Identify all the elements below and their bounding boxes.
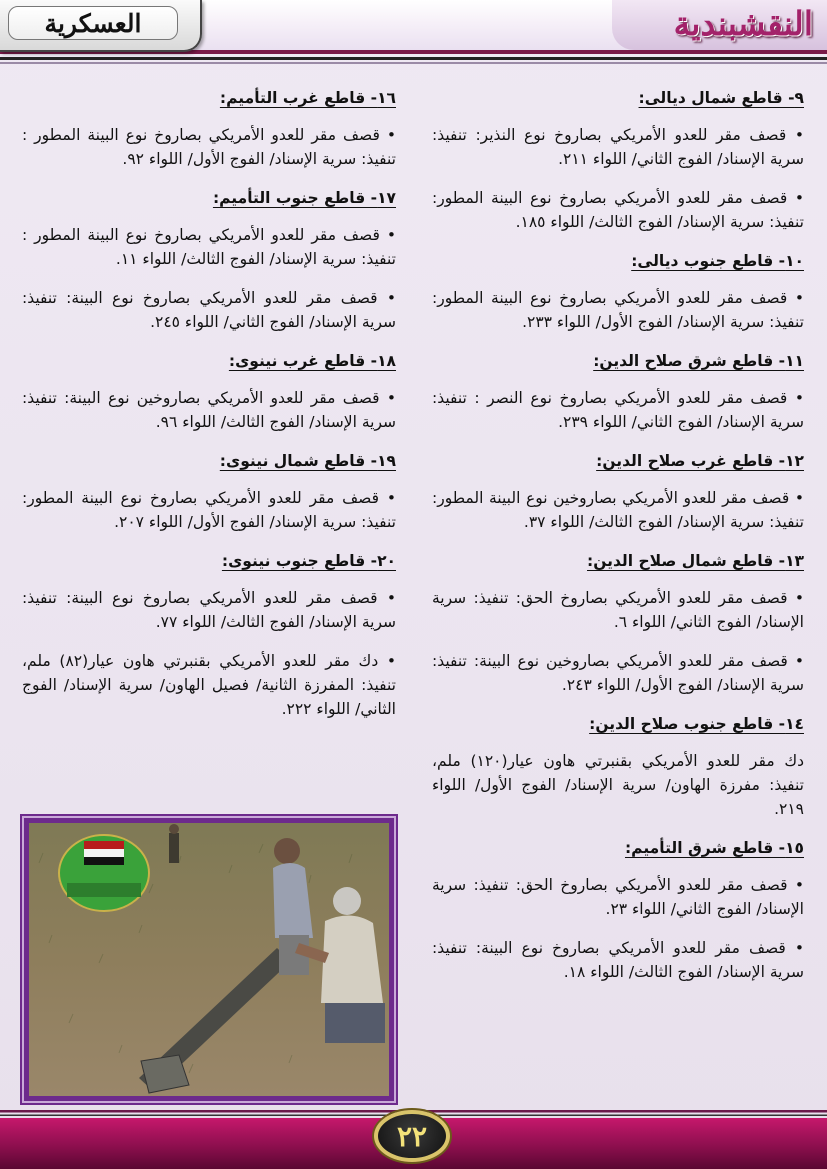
section-heading: ١٦- قاطع غرب التأميم: — [219, 89, 396, 107]
report-item: • دك مقر للعدو الأمريكي بقنبرتي هاون عيار(٨٢) ملم، تنفيذ: المفرزة الثانية/ فصيل الهاون/ سرية الإسناد/ الفوج الثاني/ اللواء ٢٢٢. — [22, 649, 396, 721]
report-item: • قصف مقر للعدو الأمريكي بصاروخين نوع البينة المطور: تنفيذ: سرية الإسناد/ الفوج الثالث/ اللواء ٣٧. — [432, 486, 804, 534]
section-heading: ١٨- قاطع غرب نينوى: — [228, 352, 396, 370]
logo-badge — [59, 835, 149, 911]
section-heading: ١٠- قاطع جنوب ديالى: — [631, 252, 804, 270]
article-photo — [24, 818, 394, 1101]
report-item: • قصف مقر للعدو الأمريكي بصاروخ الحق: تنفيذ: سرية الإسناد/ الفوج الثاني/ اللواء ٢٣. — [432, 873, 804, 921]
right-column — [432, 86, 804, 999]
left-column — [22, 86, 396, 736]
report-item: • قصف مقر للعدو الأمريكي بصاروخ نوع البينة: تنفيذ: سرية الإسناد/ الفوج الثالث/ اللواء ٧٧. — [22, 586, 396, 634]
magazine-logo-text: النقشبندية — [673, 4, 813, 43]
report-item: • قصف مقر للعدو الأمريكي بصاروخ نوع البينة: تنفيذ: سرية الإسناد/ الفوج الثالث/ اللواء ١٨. — [432, 936, 804, 984]
section-heading: ١٢- قاطع غرب صلاح الدين: — [596, 452, 804, 470]
section-heading: ١٧- قاطع جنوب التأميم: — [212, 189, 396, 207]
magazine-logo — [612, 0, 827, 50]
section-heading: ١٩- قاطع شمال نينوى: — [219, 452, 396, 470]
section-heading: ٩- قاطع شمال ديالى: — [638, 89, 804, 107]
report-item: • قصف مقر للعدو الأمريكي بصاروخ الحق: تنفيذ: سرية الإسناد/ الفوج الثاني/ اللواء ٦. — [432, 586, 804, 634]
section-heading: ١٤- قاطع جنوب صلاح الدين: — [589, 715, 804, 733]
page-footer — [0, 1090, 827, 1169]
report-item: • قصف مقر للعدو الأمريكي بصاروخ نوع النصر : تنفيذ: سرية الإسناد/ الفوج الثاني/ اللواء ٢٣٩. — [432, 386, 804, 434]
report-item: دك مقر للعدو الأمريكي بقنبرتي هاون عيار(١٢٠) ملم، تنفيذ: مفرزة الهاون/ سرية الإسناد/ الفوج الأول/ اللواء ٢١٩. — [432, 752, 804, 818]
report-item: • قصف مقر للعدو الأمريكي بصاروخ نوع البينة المطور: تنفيذ: سرية الإسناد/ الفوج الأول/ اللواء ٢٠٧. — [22, 486, 396, 534]
report-item: • قصف مقر للعدو الأمريكي بصاروخ نوع النذير: تنفيذ: سرية الإسناد/ الفوج الثاني/ اللواء ٢١١. — [432, 123, 804, 171]
section-heading: ١١- قاطع شرق صلاح الدين: — [593, 352, 804, 370]
section-heading: ٢٠- قاطع جنوب نينوى: — [221, 552, 396, 570]
report-item: • قصف مقر للعدو الأمريكي بصاروخين نوع البينة: تنفيذ: سرية الإسناد/ الفوج الأول/ اللواء ٢٤٣. — [432, 649, 804, 697]
page-header — [0, 0, 827, 70]
section-tag — [0, 0, 202, 52]
header-divider — [0, 57, 827, 60]
report-item: • قصف مقر للعدو الأمريكي بصاروخ نوع البينة: تنفيذ: سرية الإسناد/ الفوج الثاني/ اللواء ٢٤٥. — [22, 286, 396, 334]
section-heading: ١٥- قاطع شرق التأميم: — [624, 839, 804, 857]
report-item: • قصف مقر للعدو الأمريكي بصاروخين نوع البينة: تنفيذ: سرية الإسناد/ الفوج الثالث/ اللواء ٩٦. — [22, 386, 396, 434]
photo-illustration — [29, 823, 389, 1096]
report-item: • قصف مقر للعدو الأمريكي بصاروخ نوع البينة المطور : تنفيذ: سرية الإسناد/ الفوج الثالث/ اللواء ١١. — [22, 223, 396, 271]
section-tag-label: العسكرية — [8, 6, 178, 40]
report-item: • قصف مقر للعدو الأمريكي بصاروخ نوع البينة المطور: تنفيذ: سرية الإسناد/ الفوج الثالث/ اللواء ١٨٥. — [432, 186, 804, 234]
section-heading: ١٣- قاطع شمال صلاح الدين: — [587, 552, 804, 570]
header-divider — [0, 62, 827, 64]
report-item: • قصف مقر للعدو الأمريكي بصاروخ نوع البينة المطور : تنفيذ: سرية الإسناد/ الفوج الأول/ اللواء ٩٢. — [22, 123, 396, 171]
report-item: • قصف مقر للعدو الأمريكي بصاروخ نوع البينة المطور: تنفيذ: سرية الإسناد/ الفوج الأول/ اللواء ٢٣٣. — [432, 286, 804, 334]
page-number: ٢٢ — [374, 1110, 450, 1162]
